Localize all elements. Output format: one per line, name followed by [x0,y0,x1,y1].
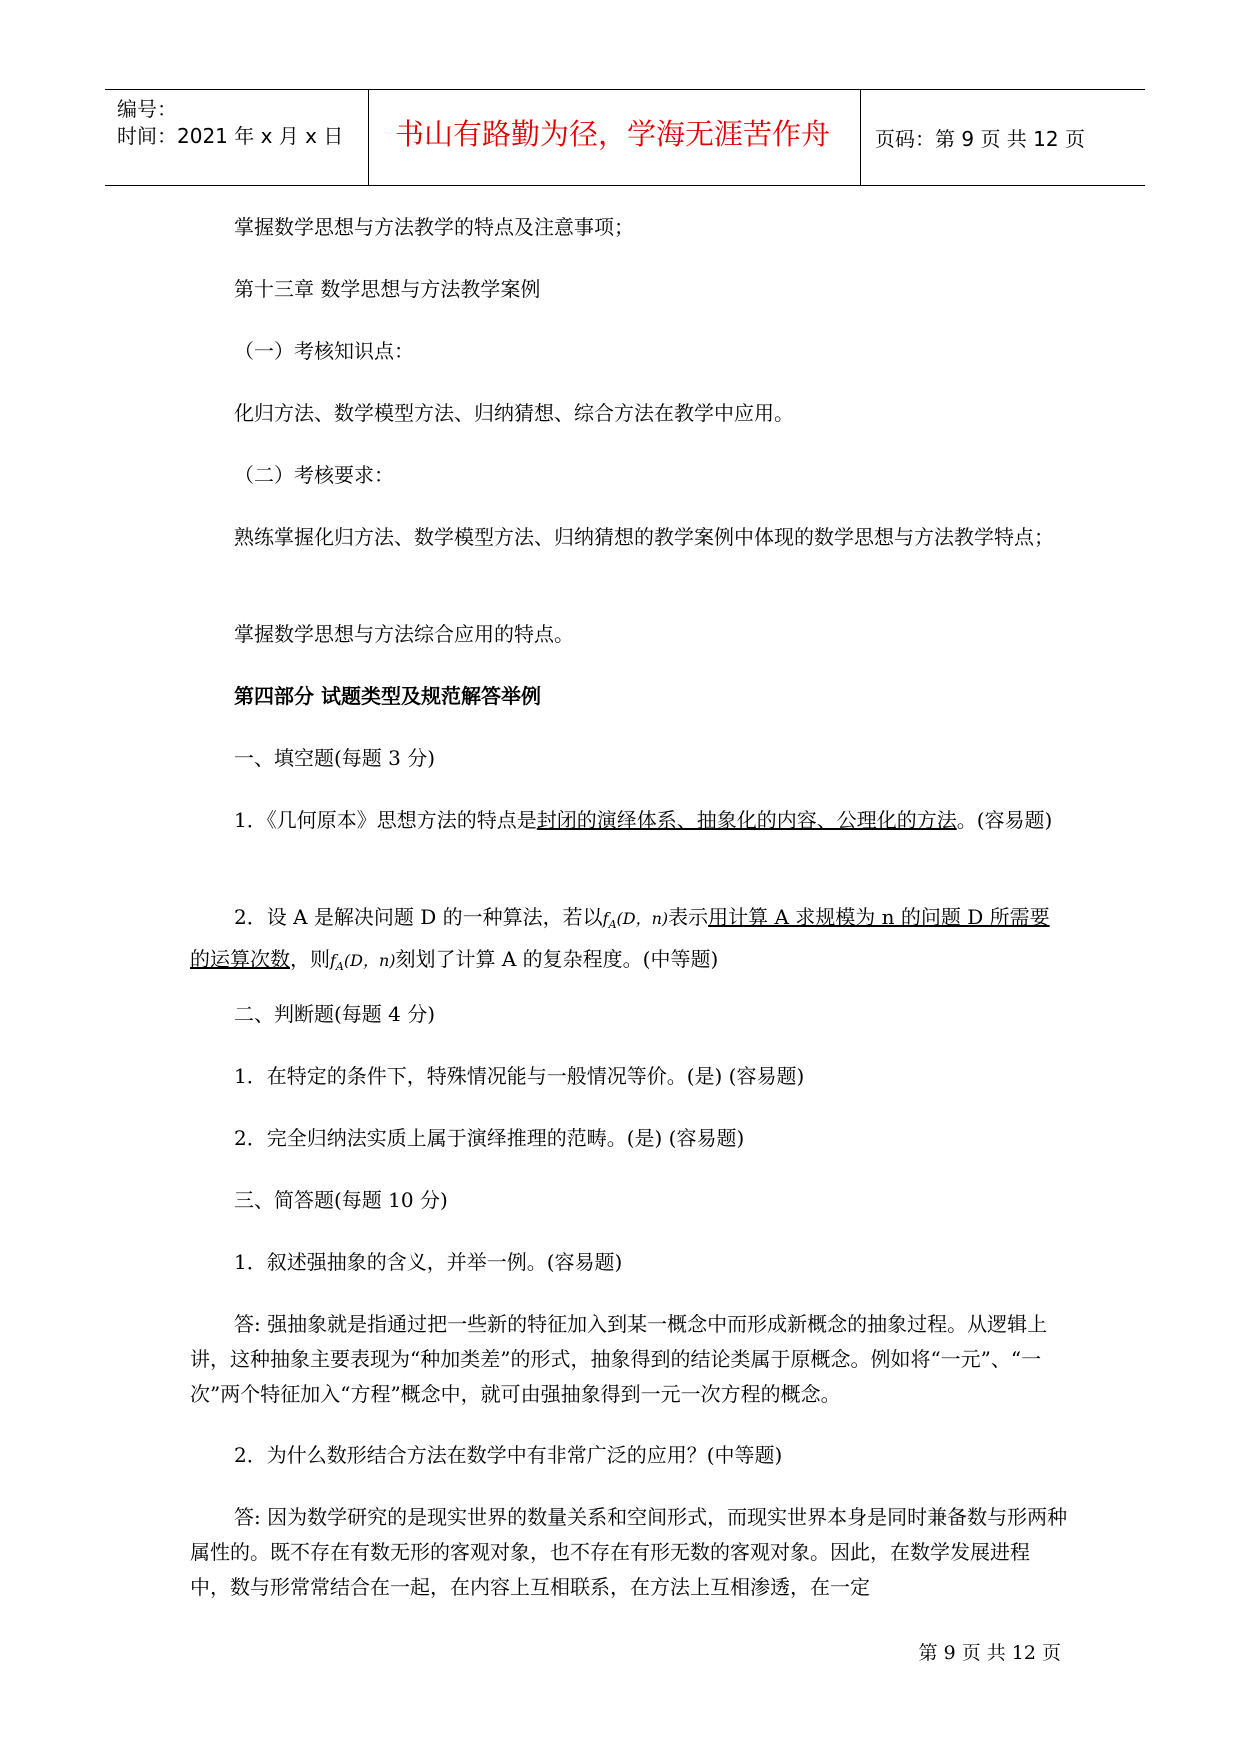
chapter-heading: 第十三章 数学思想与方法教学案例 [234,277,541,301]
paragraph: 掌握数学思想与方法教学的特点及注意事项； [234,215,634,239]
answer-underlined: 封闭的演绎体系、抽象化的内容、公理化的方法 [536,808,957,832]
answer-paragraph: 答: 强抽象就是指通过把一些新的特征加入到某一概念中而形成新概念的抽象过程。从逻辑上讲，这种抽象主要表现为“种加类差”的形式，抽象得到的结论类属于原概念。例如将“一元”、“一次”两个特征加入“方程”概念中，就可由强抽象得到一元一次方程的概念。 [190,1312,1048,1406]
paragraph: 化归方法、数学模型方法、归纳猜想、综合方法在教学中应用。 [234,401,794,425]
question-type-heading: 一、填空题(每题 3 分) [234,746,436,770]
section-heading: （二）考核要求： [234,463,394,487]
question-text: 2．设 A 是解决问题 D 的一种算法，若以 [234,905,603,929]
judge-question-1: 1．在特定的条件下，特殊情况能与一般情况等价。(是) (容易题) [234,1064,805,1088]
judge-question-2: 2．完全归纳法实质上属于演绎推理的范畴。(是) (容易题) [234,1126,745,1150]
question-type-heading: 三、简答题(每题 10 分) [234,1188,448,1212]
header-motto: 书山有路勤为径，学海无涯苦作舟 [395,117,831,151]
math-args: (D，n) [343,951,396,971]
header-divider [368,90,369,185]
question-text: 。(容易题) [956,808,1053,832]
question-text: 刻划了计算 A 的复杂程度。(中等题) [395,947,719,972]
question-text: 1．《几何原本》思想方法的特点是 [234,808,537,832]
short-question-1: 1．叙述强抽象的含义，并举一例。(容易题) [234,1250,623,1274]
page-footer: 第 9 页 共 12 页 [918,1642,1061,1664]
header-number-label: 编号： [117,97,177,121]
section-heading: （一）考核知识点： [234,339,414,363]
answer-underlined: 用计算 A 求规模为 n 的问题 D 所需要的运算次数 [190,905,1050,972]
short-question-2: 2．为什么数形结合方法在数学中有非常广泛的应用？(中等题) [234,1443,783,1467]
question-text: 表示 [668,905,709,929]
math-function: f [602,909,609,928]
header-table [105,89,1145,186]
header-time-label: 时间：2021 年 x 月 x 日 [117,124,344,148]
paragraph: 掌握数学思想与方法综合应用的特点。 [234,622,574,646]
header-divider [860,90,861,185]
part-heading: 第四部分 试题类型及规范解答举例 [234,684,541,708]
paragraph: 熟练掌握化归方法、数学模型方法、归纳猜想的教学案例中体现的数学思想与方法教学特点； [234,525,1054,549]
question-text: ，则 [290,947,330,972]
fill-question-1 [190,803,1068,838]
math-subscript: A [335,960,344,974]
math-expression [330,951,396,974]
math-expression [602,909,669,932]
question-type-heading: 二、判断题(每题 4 分) [234,1002,436,1026]
math-function: f [330,951,336,971]
math-subscript: A [608,918,617,932]
fill-question-2 [190,900,1068,984]
math-args: (D，n) [616,909,669,928]
header-page-label: 页码：第 9 页 共 12 页 [875,127,1085,151]
answer-paragraph: 答: 因为数学研究的是现实世界的数量关系和空间形式，而现实世界本身是同时兼备数与形两种属性的。既不存在有数无形的客观对象，也不存在有形无数的客观对象。因此，在数学发展进程中，数与形常常结合在一起，在内容上互相联系，在方法上互相渗透，在一定 [190,1505,1068,1599]
